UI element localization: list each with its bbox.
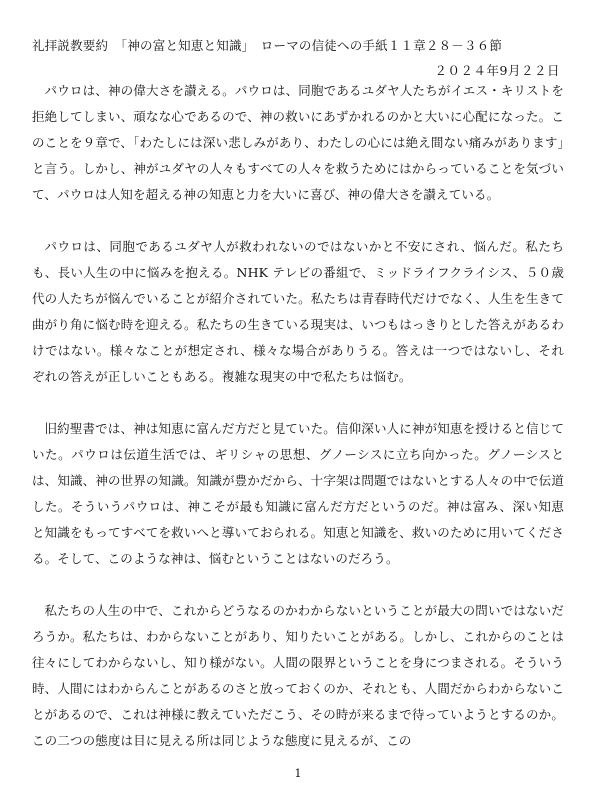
paragraph-2: パウロは、同胞であるユダヤ人が救われないのではないかと不安にされ、悩んだ。私たちも、長い人生の中に悩みを抱える。NHK テレビの番組で、ミッドライフクライシス、５０歳代の人たちが悩んでいることが紹介されていた。私たちは青春時代だけでなく、人生を生きて曲がり角に悩む時を迎える。私たちの生きている現実は、いつもはっきりとした答えがあるわけではない。様々なことが想定され、様々な場合がありうる。答えは一つではないし、それぞれの答えが正しいこともある。複雑な現実の中で私たちは悩む。 [32,239,564,384]
sermon-body [32,78,564,780]
sermon-date: ２０２４年9月２２日 [434,63,560,78]
paragraph-3: 旧約聖書では、神は知恵に富んだ方だと見ていた。信仰深い人に神が知恵を授けると信じていた。パウロは伝道生活では、ギリシャの思想、グノーシスに立ち向かった。グノーシスとは、知識、神の世界の知識。知識が豊かだから、十字架は問題ではないとする人々の中で伝道した。そういうパウロは、神こそが最も知識に富んだ方だというのだ。神は富み、深い知恵と知識をもってすべてを救いへと導いておられる。知恵と知識を、救いのために用いてくださる。そして、このような神は、悩むということはないのだろう。 [32,421,564,566]
page-number: 1 [294,767,302,780]
sermon-title: 礼拝説教要約 「神の富と知恵と知識」 ローマの信徒への手紙１１章２８－３６節 [32,38,503,53]
paragraph-4: 私たちの人生の中で、これからどうなるのかわからないということが最大の問いではないだろうか。私たちは、わからないことがあり、知りたいことがある。しかし、これからのことは往々にしてわからないし、知り様がない。人間の限界ということを身につまされる。そういう時、人間にはわからんことがあるのさと放っておくのか、それとも、人間だからわからないことがあるので、これは神様に教えていただこう、その時が来るまで待っていようとするのか。この二つの態度は目に見える所は同じような態度に見えるが、この [32,603,564,748]
paragraph-1: パウロは、神の偉大さを讃える。パウロは、同胞であるユダヤ人たちがイエス・キリストを拒絶してしまい、頑なな心であるので、神の救いにあずかれるのかと大いに心配になった。このことを９章で、「わたしには深い悲しみがあり、わたしの心には絶え間ない痛みがあります」と言う。しかし、神がユダヤの人々もすべての人々を救うためにはからっていることを気づいて、パウロは人知を超える神の知恵と力を大いに喜び、神の偉大さを讃えている。 [32,83,564,202]
